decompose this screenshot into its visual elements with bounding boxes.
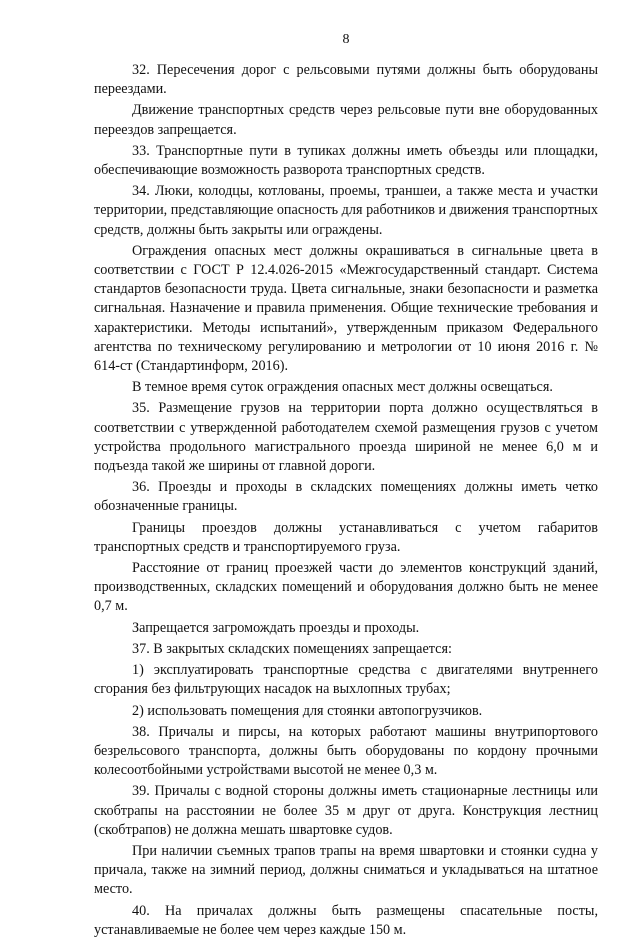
paragraph-34-fencing: Ограждения опасных мест должны окрашиваться в сигнальные цвета в соответствии с ГОСТ Р 12.4.026-2015 «Межгосударственный стандарт. Система стандартов безопасности труда. Цвета сигнальные, знаки безопасности и разметка сигнальная. Назначение и правила применения. Общие технические требования и характеристики. Методы испытаний», утвержденным приказом Федерального агентства по техническому регулированию и метрологии от 10 июня 2016 г. № 614-ст (Стандартинформ, 2016).: [94, 242, 598, 375]
paragraph-37-item-2: 2) использовать помещения для стоянки автопогрузчиков.: [132, 702, 483, 719]
paragraph-37: 37. В закрытых складских помещениях запрещается:: [132, 640, 452, 657]
paragraph-34: 34. Люки, колодцы, котлованы, проемы, траншеи, а также места и участки территории, представляющие опасность для работников и движения транспортных средств, должны быть закрыты или ограждены.: [94, 183, 598, 238]
document-body: [94, 61, 598, 940]
paragraph-35: 35. Размещение грузов на территории порта должно осуществляться в соответствии с утвержденной работодателем схемой размещения грузов с учетом устройства продольного магистрального проезда шириной не менее 6,0 м и подъезда такой же ширины от главной дороги.: [94, 400, 598, 475]
paragraph-37-item-1: 1) эксплуатировать транспортные средства с двигателями внутреннего сгорания без фильтрующих насадок на выхлопных трубах;: [94, 662, 598, 698]
paragraph-32: 32. Пересечения дорог с рельсовыми путями должны быть оборудованы переездами.: [94, 62, 598, 98]
paragraph-36-boundaries: Границы проездов должны устанавливаться с учетом габаритов транспортных средств и транспортируемого груза.: [94, 519, 598, 555]
paragraph-36-prohibition: Запрещается загромождать проезды и проходы.: [132, 619, 420, 636]
paragraph-36: 36. Проезды и проходы в складских помещениях должны иметь четко обозначенные границы.: [94, 479, 598, 515]
paragraph-34-lighting: В темное время суток ограждения опасных мест должны освещаться.: [132, 379, 553, 396]
paragraph-38: 38. Причалы и пирсы, на которых работают машины внутрипортового безрельсового транспорта, должны быть оборудованы по кордону прочными колесоотбойными устройствами высотой не менее 0,3 м.: [94, 723, 598, 779]
paragraph-32-traffic: Движение транспортных средств через рельсовые пути вне оборудованных переездов запрещается.: [94, 102, 598, 138]
paragraph-33: 33. Транспортные пути в тупиках должны иметь объезды или площадки, обеспечивающие возможность разворота транспортных средств.: [94, 142, 598, 179]
paragraph-36-distance: Расстояние от границ проезжей части до элементов конструкций зданий, производственных, складских помещений и оборудования должно быть не менее 0,7 м.: [94, 560, 598, 615]
page-number: 8: [342, 32, 350, 47]
paragraph-39-ladders: При наличии съемных трапов трапы на время швартовки и стоянки судна у причала, также на зимний период, должны сниматься и укладываться на штатное место.: [94, 842, 598, 898]
paragraph-40: 40. На причалах должны быть размещены спасательные посты, устанавливаемые не более чем через каждые 150 м.: [94, 902, 598, 938]
paragraph-39: 39. Причалы с водной стороны должны иметь стационарные лестницы или скобтрапы на расстоянии не более 35 м друг от друга. Конструкция лестниц (скобтрапов) не должна мешать швартовке судов.: [94, 783, 598, 838]
